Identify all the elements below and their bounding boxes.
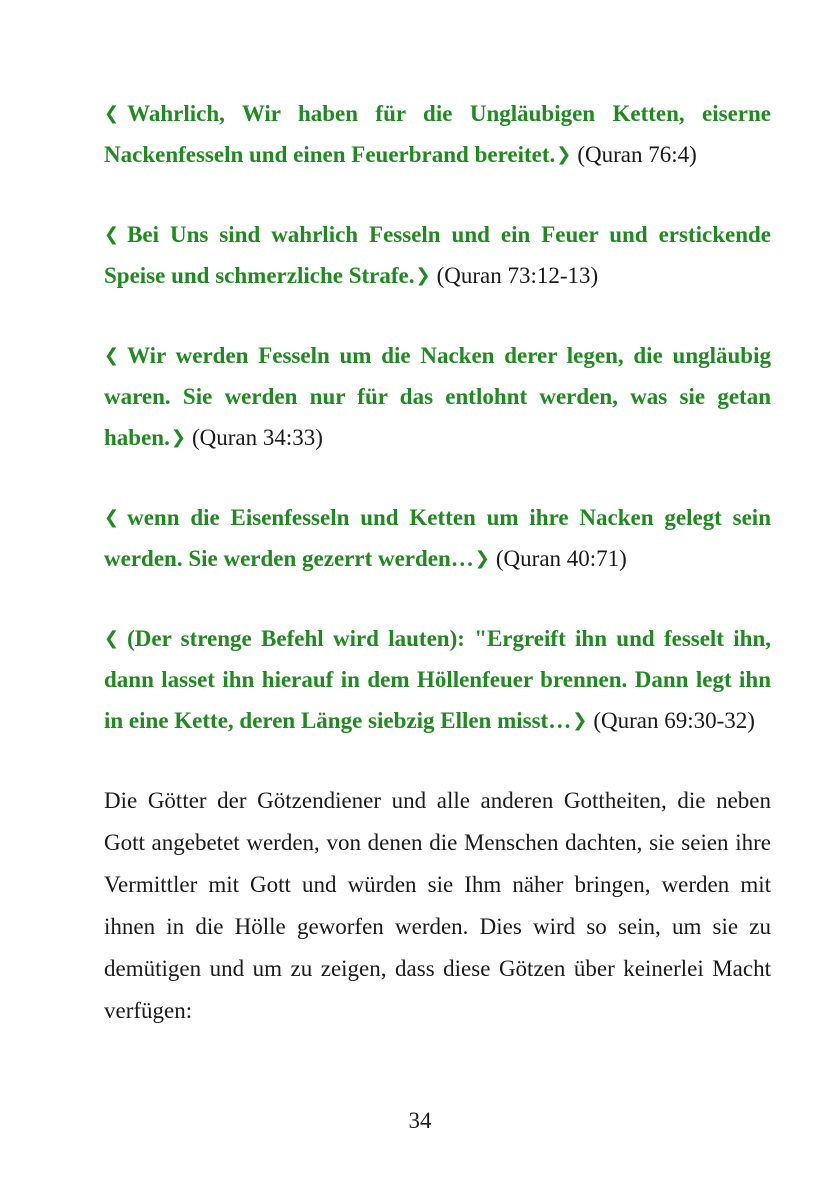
open-bracket-icon: ❮ [104,224,120,245]
page-number: 34 [408,1108,432,1133]
quran-verse [104,93,771,175]
verse-text: Bei Uns sind wahrlich Fesseln und ein Feuer und erstickende Speise und schmerzliche Strafe. [104,222,771,288]
open-bracket-icon: ❮ [104,507,120,528]
open-bracket-icon: ❮ [104,628,120,649]
quran-verse [104,335,771,458]
verse-reference: (Quran 73:12-13) [436,263,599,288]
quran-verse [104,618,771,741]
quran-verse [104,497,771,579]
verse-text: wenn die Eisenfesseln und Ketten um ihre Nacken gelegt sein werden. Sie werden gezerrt werden… [104,505,771,571]
verse-reference: (Quran 34:33) [191,425,323,450]
body-paragraph: Die Götter der Götzendiener und alle anderen Gottheiten, die neben Gott angebetet werden, von denen die Menschen dachten, sie seien ihre Vermittler mit Gott und würden sie Ihm näher bringen, werden mit ihnen in die Hölle geworfen werden. Dies wird so sein, um sie zu demütigen und um zu zeigen, dass diese Götzen über keinerlei Macht verfügen: [104,788,771,1023]
close-bracket-icon: ❯ [556,144,572,165]
quran-verse [104,214,771,296]
page-body [104,93,771,1032]
verse-text: Wir werden Fesseln um die Nacken derer legen, die ungläubig waren. Sie werden nur für das entlohnt werden, was sie getan haben. [104,343,771,450]
verse-reference: (Quran 40:71) [495,546,627,571]
close-bracket-icon: ❯ [572,710,588,731]
verse-text: (Der strenge Befehl wird lauten): "Ergreift ihn und fesselt ihn, dann lasset ihn hierauf in dem Höllenfeuer brennen. Dann legt ihn in eine Kette, deren Länge siebzig Ellen misst… [104,626,771,733]
close-bracket-icon: ❯ [170,427,186,448]
open-bracket-icon: ❮ [104,103,120,124]
open-bracket-icon: ❮ [104,345,120,366]
verse-reference: (Quran 76:4) [577,142,697,167]
verse-text: Wahrlich, Wir haben für die Ungläubigen Ketten, eiserne Nackenfesseln und einen Feuerbrand bereitet. [104,101,771,167]
close-bracket-icon: ❯ [474,548,490,569]
close-bracket-icon: ❯ [415,265,431,286]
verse-reference: (Quran 69:30-32) [593,708,755,733]
